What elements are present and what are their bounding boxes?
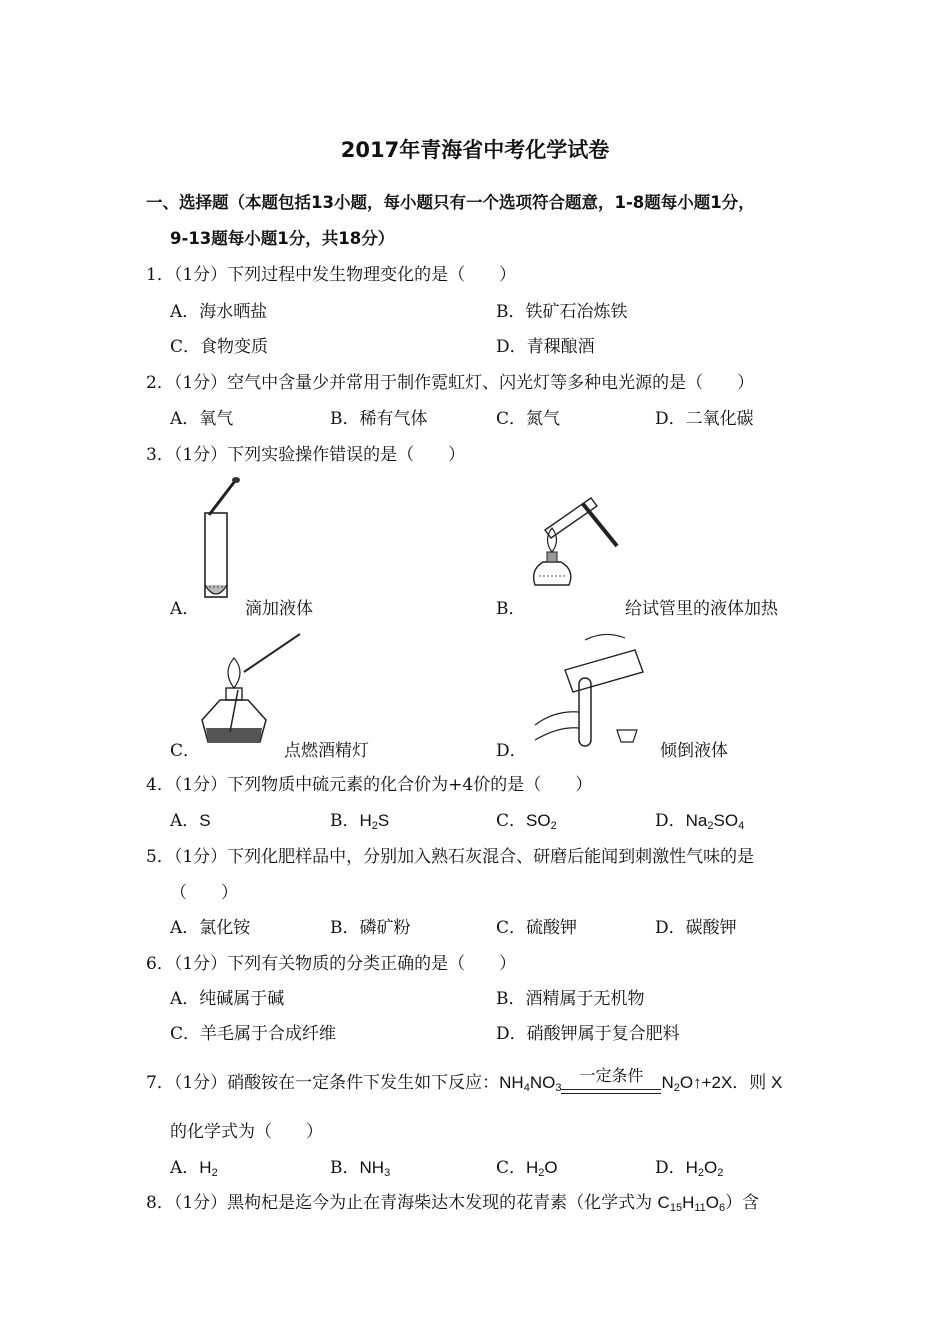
q3-caption-b: 给试管里的液体加热 xyxy=(625,599,778,619)
q2-option-a: A．氧气 xyxy=(170,409,234,429)
pouring-liquid-icon xyxy=(525,630,655,752)
q3-caption-d: 倾倒液体 xyxy=(660,741,728,761)
question-3: 3．（1分）下列实验操作错误的是（ ） xyxy=(146,445,466,465)
q2-option-d: D．二氧化碳 xyxy=(655,409,754,429)
double-arrow-line xyxy=(561,1089,661,1094)
q2-option-b: B．稀有气体 xyxy=(330,409,428,429)
q4-option-a: A．S xyxy=(170,811,211,831)
q6-option-d: D．硝酸钾属于复合肥料 xyxy=(496,1024,680,1044)
q5-option-d: D．碳酸钾 xyxy=(655,918,737,938)
q3-option-b: B． xyxy=(496,599,526,619)
q3-caption-a: 滴加液体 xyxy=(245,599,313,619)
q5-option-c: C．硫酸钾 xyxy=(496,918,578,938)
q5-option-a: A．氯化铵 xyxy=(170,918,251,938)
q3-caption-c: 点燃酒精灯 xyxy=(284,741,369,761)
question-4: 4．（1分）下列物质中硫元素的化合价为+4价的是（ ） xyxy=(146,775,593,795)
question-8: 8．（1分）黑枸杞是迄今为止在青海柴达木发现的花青素（化学式为 $C_{15}H_{11}O_6$）含 xyxy=(146,1193,760,1214)
q3-option-c: C． xyxy=(170,741,201,761)
q4-option-d: D．$Na_2SO_4$ xyxy=(655,811,745,832)
q7-option-c: C．$H_2O$ xyxy=(496,1158,558,1179)
question-5: 5．（1分）下列化肥样品中，分别加入熟石灰混合、研磨后能闻到刺激性气味的是 xyxy=(146,847,755,867)
q5-option-b: B．磷矿粉 xyxy=(330,918,411,938)
q6-option-b: B．酒精属于无机物 xyxy=(496,989,645,1009)
q7-option-b: B．$NH_3$ xyxy=(330,1158,391,1179)
q4-option-c: C．$SO_2$ xyxy=(496,811,557,832)
q1-option-d: D．青稞酿酒 xyxy=(496,337,595,357)
section-heading: 一、选择题（本题包括13小题，每小题只有一个选项符合题意，1-8题每小题1分， xyxy=(146,193,755,212)
q4-option-b: B．$H_2S$ xyxy=(330,811,390,832)
question-1: 1．（1分）下列过程中发生物理变化的是（ ） xyxy=(146,265,517,285)
question-6: 6．（1分）下列有关物质的分类正确的是（ ） xyxy=(146,954,517,974)
q7-option-d: D．$H_2O_2$ xyxy=(655,1158,724,1179)
question-2: 2．（1分）空气中含量少并常用于制作霓虹灯、闪光灯等多种电光源的是（ ） xyxy=(146,373,755,393)
lighting-lamp-icon xyxy=(200,632,310,750)
reaction-condition: 一定条件 xyxy=(579,1068,644,1085)
section-heading-cont: 9-13题每小题1分，共18分） xyxy=(170,229,395,248)
q1-option-c: C．食物变质 xyxy=(170,337,269,357)
q1-option-a: A．海水晒盐 xyxy=(170,302,268,322)
question-7-cont: 的化学式为（ ） xyxy=(170,1122,323,1142)
dropper-tube-icon xyxy=(195,475,245,605)
q6-option-a: A．纯碱属于碱 xyxy=(170,989,285,1009)
q3-option-d: D． xyxy=(496,741,527,761)
q2-option-c: C．氮气 xyxy=(496,409,561,429)
page-title: 2017年青海省中考化学试卷 xyxy=(340,138,610,162)
heating-tube-icon xyxy=(525,490,625,605)
q7-option-a: A．$H_2$ xyxy=(170,1158,218,1179)
question-5-cont: （ ） xyxy=(170,883,238,903)
q6-option-c: C．羊毛属于合成纤维 xyxy=(170,1024,337,1044)
q3-option-a: A． xyxy=(170,599,200,619)
question-7: 7．（1分）硝酸铵在一定条件下发生如下反应：$NH_4NO_3$ 一定条件 $N_2O↑+2X$．则 X xyxy=(146,1068,782,1094)
q1-option-b: B．铁矿石冶炼铁 xyxy=(496,302,628,322)
